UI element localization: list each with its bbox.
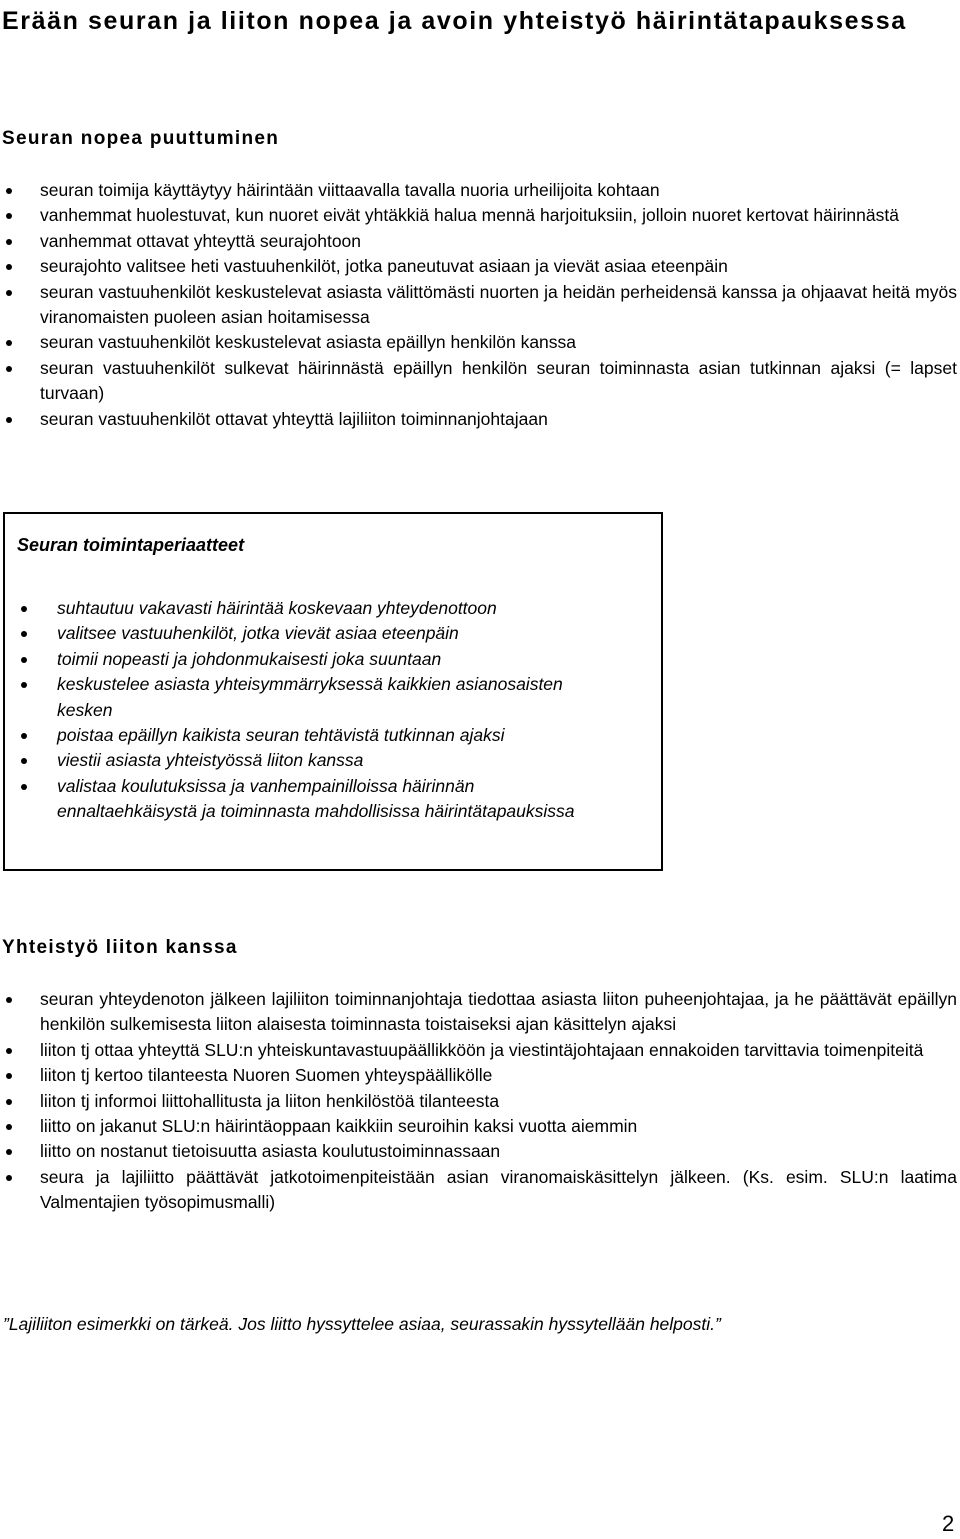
list-item: valitsee vastuuhenkilöt, jotka vievät asiaa eteenpäin — [17, 621, 597, 646]
list-item: valistaa koulutuksissa ja vanhempainilloissa häirinnän ennaltaehkäisystä ja toiminnasta mahdollisissa häirintätapauksissa — [17, 774, 597, 825]
bullet-icon — [6, 213, 12, 219]
list-item: seuran vastuuhenkilöt keskustelevat asiasta välittömästi nuorten ja heidän perheidensä kanssa ja ohjaavat heitä myös viranomaisten puoleen asian hoitamisessa — [2, 280, 957, 331]
federation-list — [2, 987, 957, 1216]
list-item: vanhemmat huolestuvat, kun nuoret eivät yhtäkkiä halua mennä harjoituksiin, jolloin nuoret kertovat häirinnästä — [2, 203, 957, 228]
list-item: vanhemmat ottavat yhteyttä seurajohtoon — [2, 229, 957, 254]
bullet-icon — [6, 366, 12, 372]
bullet-icon — [6, 1073, 12, 1079]
bullet-icon — [21, 657, 27, 663]
list-item: keskustelee asiasta yhteisymmärryksessä kaikkien asianosaisten kesken — [17, 672, 597, 723]
bullet-icon — [21, 733, 27, 739]
list-item: liitto on nostanut tietoisuutta asiasta koulutustoiminnassaan — [2, 1139, 957, 1164]
list-item: seurajohto valitsee heti vastuuhenkilöt, jotka paneutuvat asiaan ja vievät asiaa eteenpäin — [2, 254, 957, 279]
bullet-icon — [6, 1149, 12, 1155]
bullet-icon — [6, 997, 12, 1003]
page-number: 2 — [942, 1511, 955, 1536]
principles-list — [17, 596, 597, 825]
list-item: suhtautuu vakavasti häirintää koskevaan yhteydenottoon — [17, 596, 597, 621]
list-item: liitto on jakanut SLU:n häirintäoppaan kaikkiin seuroihin kaksi vuotta aiemmin — [2, 1114, 957, 1139]
list-item: seuran yhteydenoton jälkeen lajiliiton toiminnanjohtaja tiedottaa asiasta liiton puheenjohtajaa, ja he päättävät epäillyn henkilön sulkemisesta liiton alaisesta toiminnasta toistaiseksi ajan käsittelyn ajaksi — [2, 987, 957, 1038]
bullet-icon — [6, 1048, 12, 1054]
bullet-icon — [6, 417, 12, 423]
list-item: toimii nopeasti ja johdonmukaisesti joka suuntaan — [17, 647, 597, 672]
page-title: Erään seuran ja liiton nopea ja avoin yhteistyö häirintätapauksessa — [2, 7, 907, 35]
list-item: seura ja lajiliitto päättävät jatkotoimenpiteistään asian viranomaiskäsittelyn jälkeen. (Ks. esim. SLU:n laatima Valmentajien työsopimusmalli) — [2, 1165, 957, 1216]
list-item: viestii asiasta yhteistyössä liiton kanssa — [17, 748, 597, 773]
list-item: seuran vastuuhenkilöt sulkevat häirinnästä epäillyn henkilön seuran toiminnasta asian tutkinnan ajaksi (= lapset turvaan) — [2, 356, 957, 407]
bullet-icon — [21, 631, 27, 637]
list-item: seuran vastuuhenkilöt ottavat yhteyttä lajiliiton toiminnanjohtajaan — [2, 407, 957, 432]
bullet-icon — [6, 1175, 12, 1181]
bullet-icon — [21, 606, 27, 612]
bullet-icon — [6, 239, 12, 245]
bullet-icon — [6, 290, 12, 296]
bullet-icon — [21, 682, 27, 688]
bullet-icon — [21, 784, 27, 790]
list-item: liiton tj ottaa yhteyttä SLU:n yhteiskuntavastuupäällikköön ja viestintäjohtajaan ennakoiden tarvittavia toimenpiteitä — [2, 1038, 957, 1063]
section-heading-club-response: Seuran nopea puuttuminen — [2, 128, 280, 149]
bullet-icon — [6, 340, 12, 346]
list-item: liiton tj informoi liittohallitusta ja liiton henkilöstöä tilanteesta — [2, 1089, 957, 1114]
list-item: seuran vastuuhenkilöt keskustelevat asiasta epäillyn henkilön kanssa — [2, 330, 957, 355]
bullet-icon — [6, 188, 12, 194]
list-item: liiton tj kertoo tilanteesta Nuoren Suomen yhteyspäällikölle — [2, 1063, 957, 1088]
bullet-icon — [6, 1099, 12, 1105]
principles-heading: Seuran toimintaperiaatteet — [17, 535, 245, 555]
bullet-icon — [6, 1124, 12, 1130]
bullet-icon — [21, 758, 27, 764]
section-heading-federation: Yhteistyö liiton kanssa — [2, 937, 238, 958]
list-item: seuran toimija käyttäytyy häirintään viittaavalla tavalla nuoria urheilijoita kohtaan — [2, 178, 957, 203]
bullet-icon — [6, 264, 12, 270]
list-item: poistaa epäillyn kaikista seuran tehtävistä tutkinnan ajaksi — [17, 723, 597, 748]
club-response-list — [2, 178, 957, 432]
closing-quote: ”Lajiliiton esimerkki on tärkeä. Jos liitto hyssyttelee asiaa, seurassakin hyssytellään helposti.” — [3, 1314, 721, 1334]
